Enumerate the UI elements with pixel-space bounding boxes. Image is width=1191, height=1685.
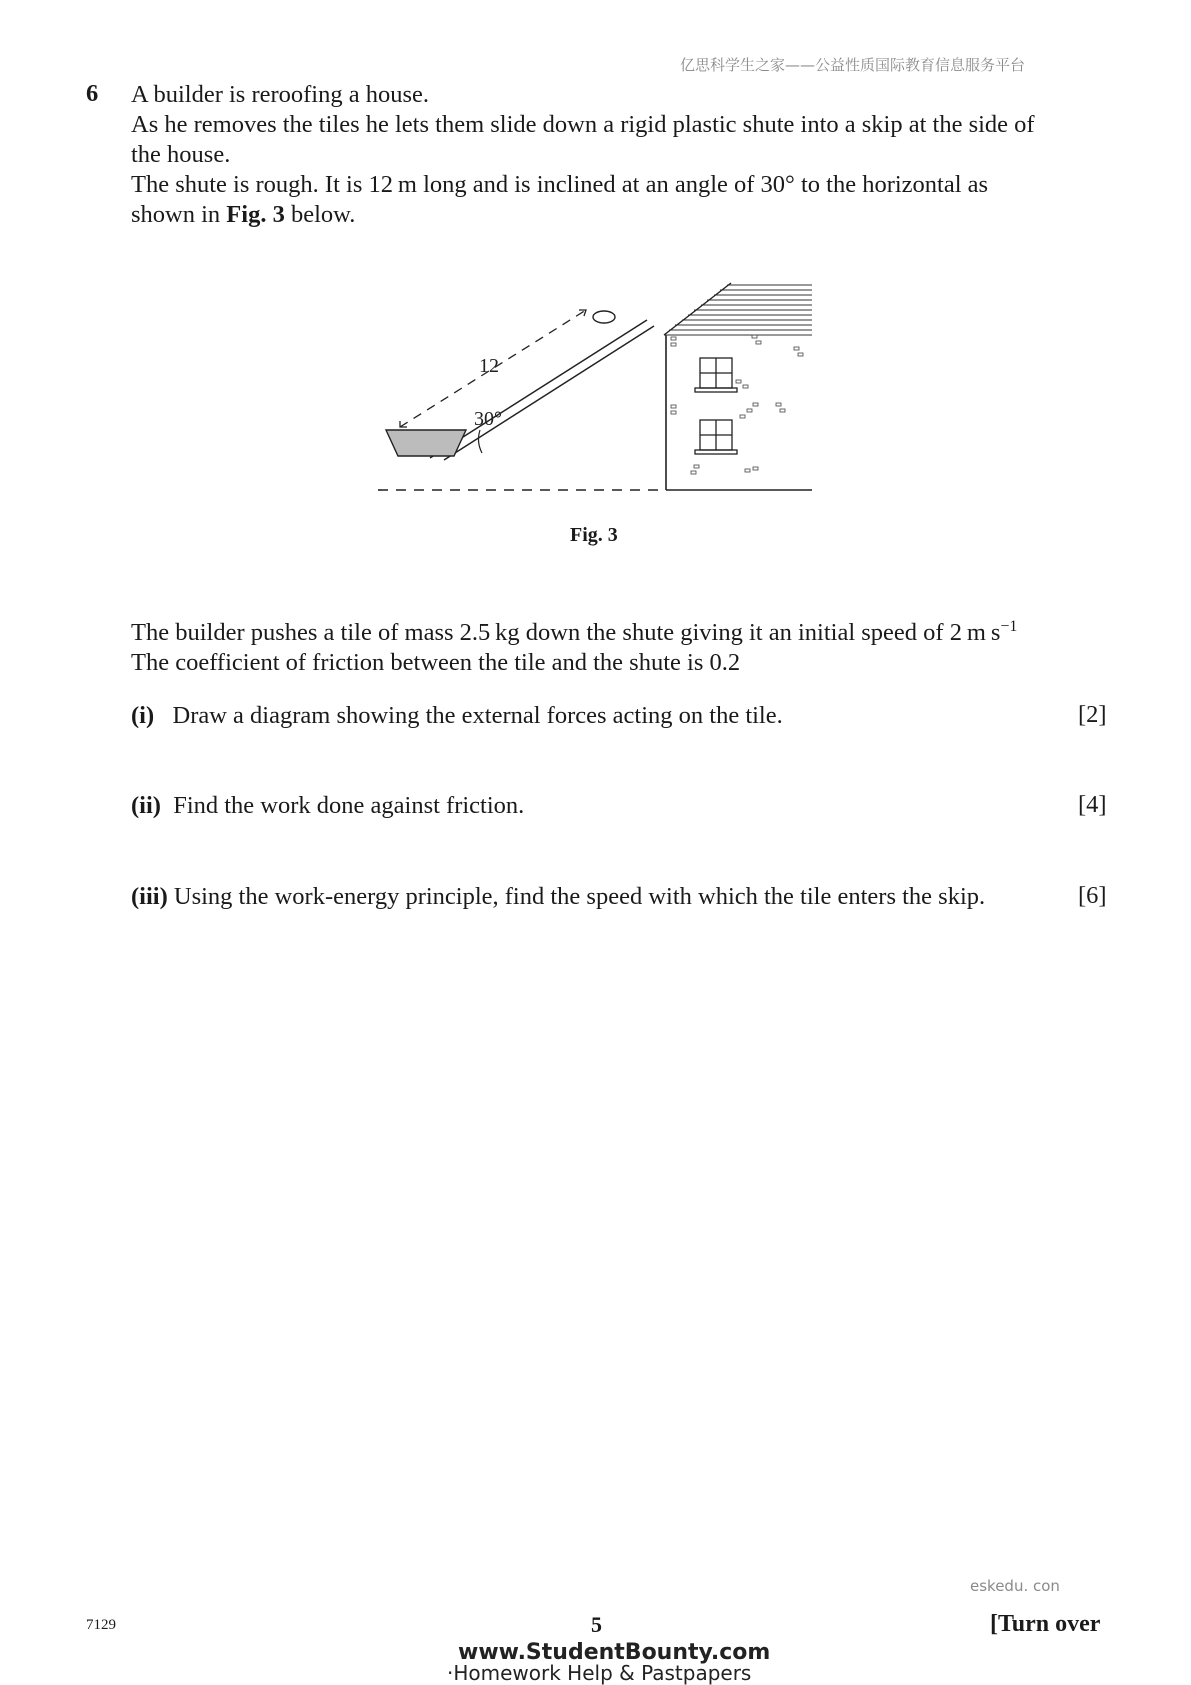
part-ii-label: (ii): [131, 792, 161, 819]
part-ii-marks: [4]: [1078, 791, 1107, 818]
part-ii: [131, 791, 524, 821]
info-line-2: The coefficient of friction between the tile and the shute is 0.2: [131, 649, 741, 677]
part-i-text: Draw a diagram showing the external forces acting on the tile.: [172, 702, 783, 729]
question-line-5: [131, 200, 1131, 230]
length-label: 12: [479, 355, 499, 377]
info-line-1-text: The builder pushes a tile of mass 2.5 kg down the shute giving it an initial speed of 2 m s: [131, 619, 1001, 647]
part-i-label: (i): [131, 702, 155, 729]
angle-arc: [479, 430, 482, 453]
given-information: [131, 612, 1151, 678]
part-iii-marks: [6]: [1078, 882, 1107, 909]
angle-label: 30°: [474, 408, 502, 430]
window-lower: [695, 420, 737, 454]
figure-caption: Fig. 3: [570, 524, 618, 546]
studentbounty-url[interactable]: www.StudentBounty.com: [458, 1640, 771, 1665]
part-ii-text: Find the work done against friction.: [173, 792, 525, 819]
part-iii-text: Using the work-energy principle, find the speed with which the tile enters the skip.: [173, 883, 986, 910]
info-line-1: [131, 612, 1151, 648]
question-line-4: The shute is rough. It is 12 m long and is inclined at an angle of 30° to the horizontal as: [131, 171, 989, 198]
part-i-marks: [2]: [1078, 701, 1107, 728]
shute-opening: [593, 311, 615, 323]
top-watermark: 亿思科学生之家——公益性质国际教育信息服务平台: [680, 56, 1026, 74]
part-i: [131, 701, 783, 731]
shute-figure: [370, 275, 830, 505]
roof-hatching: [664, 285, 812, 335]
question-line-1: A builder is reroofing a house.: [131, 81, 430, 108]
bottom-watermark: eskedu. con: [970, 1577, 1060, 1595]
page-number: 5: [591, 1612, 602, 1637]
studentbounty-tagline: ·Homework Help & Pastpapers: [447, 1661, 752, 1685]
paper-code: 7129: [86, 1617, 116, 1633]
question-line-5-post: below.: [284, 201, 356, 228]
question-text: [131, 80, 1131, 230]
part-iii-label: (iii): [131, 883, 168, 910]
window-upper: [695, 358, 737, 392]
turn-over-label: [Turn over: [990, 1611, 1101, 1637]
question-line-3: the house.: [131, 141, 231, 168]
part-iii: [131, 882, 985, 912]
skip: [386, 430, 466, 456]
unit-exponent: −1: [1000, 618, 1018, 635]
question-line-5-pre: shown in: [131, 201, 227, 228]
figure-reference: Fig. 3: [226, 201, 285, 228]
question-number: 6: [86, 80, 99, 107]
shute-bottom-edge: [444, 326, 654, 460]
question-line-2: As he removes the tiles he lets them slide down a rigid plastic shute into a skip at the side of: [131, 111, 1035, 138]
